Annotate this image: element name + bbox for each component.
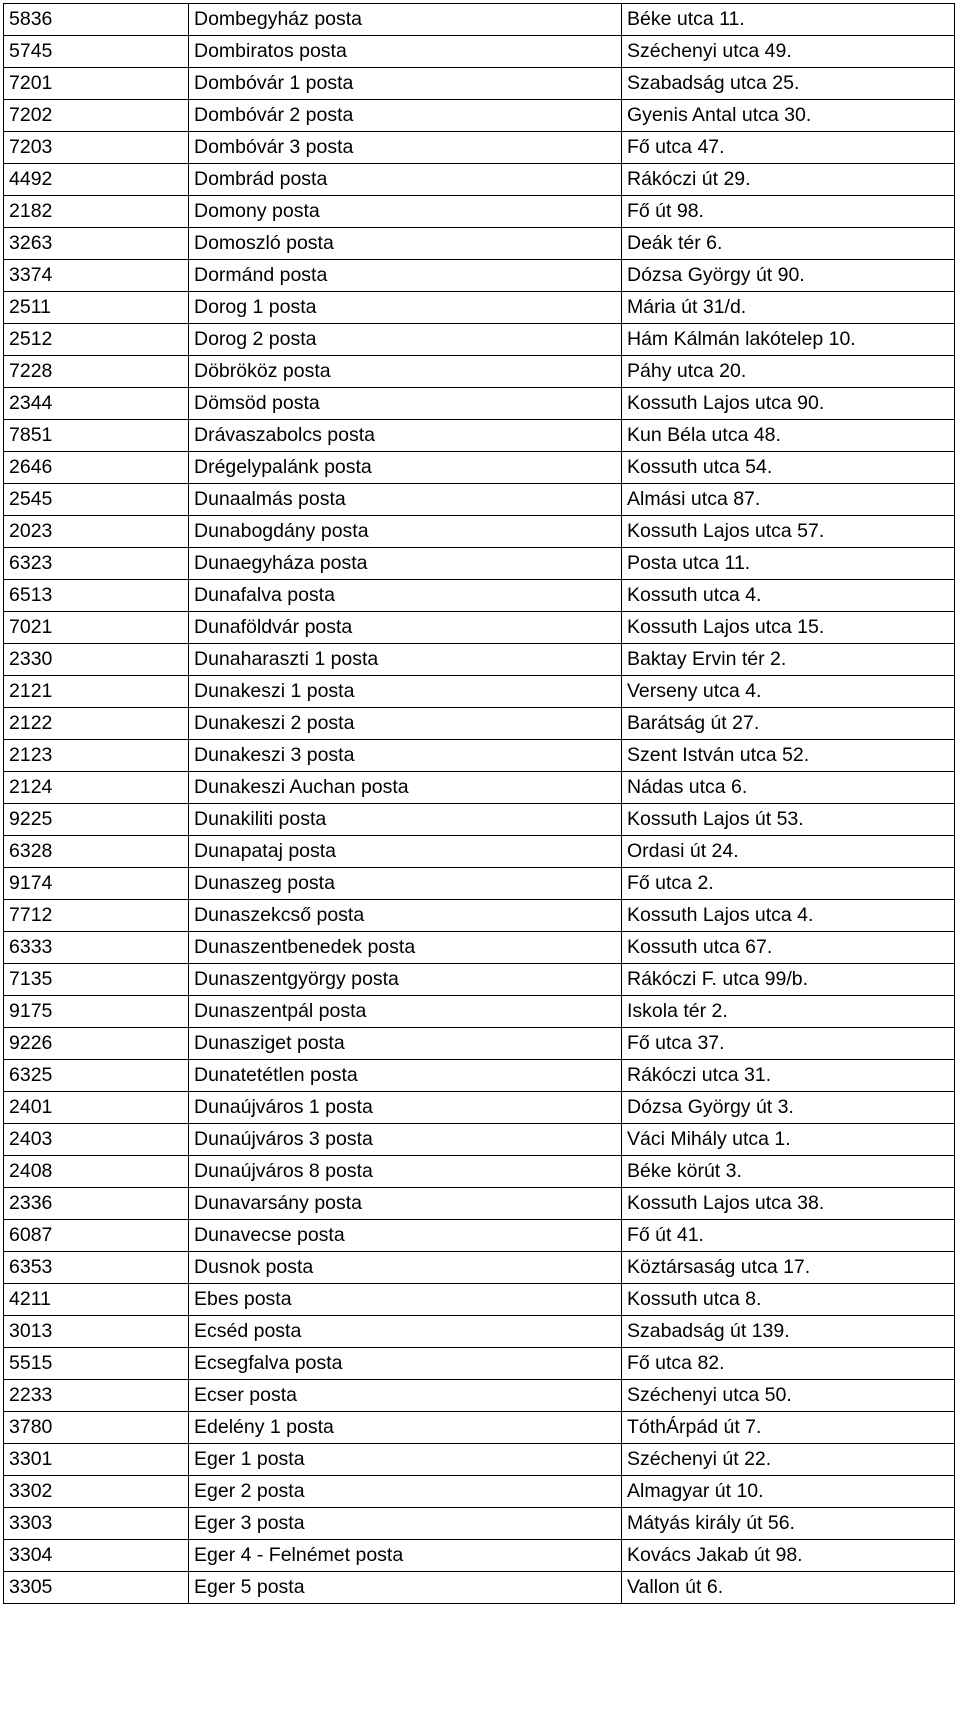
post-office-name-cell: Dombegyház posta xyxy=(189,4,622,36)
post-office-name-cell: Dunakeszi 2 posta xyxy=(189,708,622,740)
post-office-name-cell: Döbrököz posta xyxy=(189,356,622,388)
table-row xyxy=(4,868,955,900)
post-office-name-cell: Dombiratos posta xyxy=(189,36,622,68)
address-cell: Széchenyi utca 50. xyxy=(622,1380,955,1412)
table-row xyxy=(4,708,955,740)
postal-code-cell: 7228 xyxy=(4,356,189,388)
table-row xyxy=(4,1028,955,1060)
postal-code-cell: 2408 xyxy=(4,1156,189,1188)
post-office-name-cell: Dunaföldvár posta xyxy=(189,612,622,644)
postal-code-cell: 4492 xyxy=(4,164,189,196)
address-cell: Kossuth Lajos utca 15. xyxy=(622,612,955,644)
address-cell: Almási utca 87. xyxy=(622,484,955,516)
post-office-name-cell: Dombrád posta xyxy=(189,164,622,196)
address-cell: Rákóczi út 29. xyxy=(622,164,955,196)
postal-code-cell: 2511 xyxy=(4,292,189,324)
address-cell: Kossuth utca 8. xyxy=(622,1284,955,1316)
address-cell: Posta utca 11. xyxy=(622,548,955,580)
address-cell: Deák tér 6. xyxy=(622,228,955,260)
address-cell: Gyenis Antal utca 30. xyxy=(622,100,955,132)
postal-code-cell: 6087 xyxy=(4,1220,189,1252)
address-cell: Baktay Ervin tér 2. xyxy=(622,644,955,676)
table-row xyxy=(4,164,955,196)
address-cell: Vallon út 6. xyxy=(622,1572,955,1604)
address-cell: Dózsa György út 90. xyxy=(622,260,955,292)
table-row xyxy=(4,1572,955,1604)
address-cell: Rákóczi F. utca 99/b. xyxy=(622,964,955,996)
post-office-name-cell: Dormánd posta xyxy=(189,260,622,292)
address-cell: Barátság út 27. xyxy=(622,708,955,740)
postal-code-cell: 2123 xyxy=(4,740,189,772)
address-cell: Kossuth Lajos út 53. xyxy=(622,804,955,836)
table-row xyxy=(4,100,955,132)
post-office-name-cell: Dömsöd posta xyxy=(189,388,622,420)
postal-code-cell: 9174 xyxy=(4,868,189,900)
post-office-name-cell: Dunafalva posta xyxy=(189,580,622,612)
table-row xyxy=(4,516,955,548)
table-row xyxy=(4,1540,955,1572)
address-cell: Fő út 98. xyxy=(622,196,955,228)
post-office-name-cell: Eger 5 posta xyxy=(189,1572,622,1604)
address-cell: Béke körút 3. xyxy=(622,1156,955,1188)
table-row xyxy=(4,420,955,452)
post-office-name-cell: Ecséd posta xyxy=(189,1316,622,1348)
table-row xyxy=(4,932,955,964)
postal-code-cell: 2182 xyxy=(4,196,189,228)
postal-code-cell: 6353 xyxy=(4,1252,189,1284)
address-cell: Kun Béla utca 48. xyxy=(622,420,955,452)
table-row xyxy=(4,1156,955,1188)
postal-code-cell: 3302 xyxy=(4,1476,189,1508)
postal-code-cell: 3301 xyxy=(4,1444,189,1476)
post-office-name-cell: Dunaújváros 3 posta xyxy=(189,1124,622,1156)
postal-code-cell: 7201 xyxy=(4,68,189,100)
postal-code-cell: 7202 xyxy=(4,100,189,132)
table-row xyxy=(4,132,955,164)
post-office-name-cell: Dunakeszi Auchan posta xyxy=(189,772,622,804)
postal-code-cell: 7851 xyxy=(4,420,189,452)
table-row xyxy=(4,1348,955,1380)
table-row xyxy=(4,548,955,580)
postal-code-cell: 3303 xyxy=(4,1508,189,1540)
post-office-name-cell: Dunaújváros 8 posta xyxy=(189,1156,622,1188)
postal-code-cell: 3013 xyxy=(4,1316,189,1348)
postal-code-cell: 9225 xyxy=(4,804,189,836)
postal-code-cell: 3780 xyxy=(4,1412,189,1444)
table-row xyxy=(4,68,955,100)
post-office-name-cell: Drégelypalánk posta xyxy=(189,452,622,484)
postal-code-cell: 9175 xyxy=(4,996,189,1028)
table-row xyxy=(4,676,955,708)
postal-code-cell: 3305 xyxy=(4,1572,189,1604)
post-office-name-cell: Drávaszabolcs posta xyxy=(189,420,622,452)
post-office-name-cell: Ecser posta xyxy=(189,1380,622,1412)
post-office-name-cell: Dunakeszi 1 posta xyxy=(189,676,622,708)
postal-code-cell: 2330 xyxy=(4,644,189,676)
table-row xyxy=(4,836,955,868)
address-cell: Kossuth Lajos utca 57. xyxy=(622,516,955,548)
address-cell: Fő utca 82. xyxy=(622,1348,955,1380)
post-office-name-cell: Eger 2 posta xyxy=(189,1476,622,1508)
postal-code-cell: 2512 xyxy=(4,324,189,356)
postal-code-cell: 2124 xyxy=(4,772,189,804)
postal-code-cell: 6325 xyxy=(4,1060,189,1092)
table-row xyxy=(4,1444,955,1476)
postal-code-cell: 5745 xyxy=(4,36,189,68)
postal-code-cell: 2344 xyxy=(4,388,189,420)
table-row xyxy=(4,356,955,388)
address-cell: Verseny utca 4. xyxy=(622,676,955,708)
postal-code-cell: 2403 xyxy=(4,1124,189,1156)
post-office-name-cell: Eger 4 - Felnémet posta xyxy=(189,1540,622,1572)
postal-code-cell: 9226 xyxy=(4,1028,189,1060)
post-office-name-cell: Dombóvár 2 posta xyxy=(189,100,622,132)
postal-code-cell: 4211 xyxy=(4,1284,189,1316)
post-office-name-cell: Domoszló posta xyxy=(189,228,622,260)
post-office-name-cell: Dunakeszi 3 posta xyxy=(189,740,622,772)
post-office-name-cell: Eger 1 posta xyxy=(189,1444,622,1476)
address-cell: Kossuth utca 67. xyxy=(622,932,955,964)
address-cell: Mátyás király út 56. xyxy=(622,1508,955,1540)
table-row xyxy=(4,1508,955,1540)
address-cell: Váci Mihály utca 1. xyxy=(622,1124,955,1156)
address-cell: Almagyar út 10. xyxy=(622,1476,955,1508)
post-office-name-cell: Ecsegfalva posta xyxy=(189,1348,622,1380)
postal-code-cell: 6328 xyxy=(4,836,189,868)
postal-code-cell: 2023 xyxy=(4,516,189,548)
table-row xyxy=(4,1188,955,1220)
address-cell: Széchenyi utca 49. xyxy=(622,36,955,68)
post-office-name-cell: Dunaszentgyörgy posta xyxy=(189,964,622,996)
table-row xyxy=(4,612,955,644)
postal-code-cell: 2233 xyxy=(4,1380,189,1412)
postal-code-cell: 2545 xyxy=(4,484,189,516)
table-row xyxy=(4,452,955,484)
table-row xyxy=(4,1092,955,1124)
postal-code-cell: 3374 xyxy=(4,260,189,292)
table-row xyxy=(4,4,955,36)
table-row xyxy=(4,36,955,68)
address-cell: Rákóczi utca 31. xyxy=(622,1060,955,1092)
table-row xyxy=(4,1252,955,1284)
post-office-name-cell: Eger 3 posta xyxy=(189,1508,622,1540)
address-cell: Kossuth utca 54. xyxy=(622,452,955,484)
address-cell: Fő utca 47. xyxy=(622,132,955,164)
table-row xyxy=(4,964,955,996)
table-row xyxy=(4,1124,955,1156)
table-row xyxy=(4,1220,955,1252)
post-office-name-cell: Dombóvár 3 posta xyxy=(189,132,622,164)
post-office-name-cell: Dorog 1 posta xyxy=(189,292,622,324)
post-office-name-cell: Dunaharaszti 1 posta xyxy=(189,644,622,676)
table-row xyxy=(4,1476,955,1508)
table-body xyxy=(4,4,955,1604)
table-row xyxy=(4,900,955,932)
table-row xyxy=(4,644,955,676)
post-office-name-cell: Dunaegyháza posta xyxy=(189,548,622,580)
table-row xyxy=(4,1316,955,1348)
address-cell: Páhy utca 20. xyxy=(622,356,955,388)
post-office-name-cell: Dunaszekcső posta xyxy=(189,900,622,932)
post-office-name-cell: Dunabogdány posta xyxy=(189,516,622,548)
post-office-name-cell: Dunapataj posta xyxy=(189,836,622,868)
table-row xyxy=(4,324,955,356)
postal-code-cell: 7203 xyxy=(4,132,189,164)
table-row xyxy=(4,260,955,292)
post-office-name-cell: Ebes posta xyxy=(189,1284,622,1316)
address-cell: Kovács Jakab út 98. xyxy=(622,1540,955,1572)
postal-code-cell: 5515 xyxy=(4,1348,189,1380)
address-cell: Kossuth Lajos utca 90. xyxy=(622,388,955,420)
address-cell: Kossuth Lajos utca 4. xyxy=(622,900,955,932)
post-office-name-cell: Dunaújváros 1 posta xyxy=(189,1092,622,1124)
post-office-name-cell: Dunaszentpál posta xyxy=(189,996,622,1028)
postal-code-cell: 6333 xyxy=(4,932,189,964)
post-office-name-cell: Dunavarsány posta xyxy=(189,1188,622,1220)
post-office-name-cell: Edelény 1 posta xyxy=(189,1412,622,1444)
post-office-name-cell: Dunaszeg posta xyxy=(189,868,622,900)
address-cell: Fő út 41. xyxy=(622,1220,955,1252)
postal-code-cell: 2646 xyxy=(4,452,189,484)
post-office-name-cell: Dunatetétlen posta xyxy=(189,1060,622,1092)
postal-code-cell: 7021 xyxy=(4,612,189,644)
post-office-name-cell: Dusnok posta xyxy=(189,1252,622,1284)
postal-code-cell: 7712 xyxy=(4,900,189,932)
address-cell: Ordasi út 24. xyxy=(622,836,955,868)
address-cell: Fő utca 37. xyxy=(622,1028,955,1060)
postal-code-cell: 2121 xyxy=(4,676,189,708)
post-office-name-cell: Dunaalmás posta xyxy=(189,484,622,516)
table-row xyxy=(4,996,955,1028)
address-cell: Dózsa György út 3. xyxy=(622,1092,955,1124)
postal-code-cell: 2122 xyxy=(4,708,189,740)
post-office-table xyxy=(3,3,955,1604)
post-office-name-cell: Dunaszentbenedek posta xyxy=(189,932,622,964)
table-row xyxy=(4,228,955,260)
postal-code-cell: 6513 xyxy=(4,580,189,612)
table-row xyxy=(4,388,955,420)
table-row xyxy=(4,1380,955,1412)
postal-code-cell: 5836 xyxy=(4,4,189,36)
address-cell: Fő utca 2. xyxy=(622,868,955,900)
postal-code-cell: 2336 xyxy=(4,1188,189,1220)
postal-code-cell: 3263 xyxy=(4,228,189,260)
table-row xyxy=(4,1284,955,1316)
postal-code-cell: 3304 xyxy=(4,1540,189,1572)
address-cell: Köztársaság utca 17. xyxy=(622,1252,955,1284)
address-cell: Béke utca 11. xyxy=(622,4,955,36)
address-cell: Nádas utca 6. xyxy=(622,772,955,804)
post-office-name-cell: Dombóvár 1 posta xyxy=(189,68,622,100)
address-cell: Széchenyi út 22. xyxy=(622,1444,955,1476)
table-row xyxy=(4,740,955,772)
table-row xyxy=(4,804,955,836)
postal-code-cell: 6323 xyxy=(4,548,189,580)
address-cell: Mária út 31/d. xyxy=(622,292,955,324)
table-row xyxy=(4,772,955,804)
table-row xyxy=(4,196,955,228)
post-office-name-cell: Dorog 2 posta xyxy=(189,324,622,356)
table-row xyxy=(4,292,955,324)
post-office-name-cell: Domony posta xyxy=(189,196,622,228)
address-cell: Kossuth utca 4. xyxy=(622,580,955,612)
table-row xyxy=(4,580,955,612)
address-cell: Kossuth Lajos utca 38. xyxy=(622,1188,955,1220)
table-row xyxy=(4,484,955,516)
address-cell: Szent István utca 52. xyxy=(622,740,955,772)
address-cell: Hám Kálmán lakótelep 10. xyxy=(622,324,955,356)
post-office-name-cell: Dunavecse posta xyxy=(189,1220,622,1252)
postal-code-cell: 2401 xyxy=(4,1092,189,1124)
postal-code-cell: 7135 xyxy=(4,964,189,996)
address-cell: Szabadság út 139. xyxy=(622,1316,955,1348)
address-cell: TóthÁrpád út 7. xyxy=(622,1412,955,1444)
table-row xyxy=(4,1060,955,1092)
post-office-name-cell: Dunakiliti posta xyxy=(189,804,622,836)
address-cell: Szabadság utca 25. xyxy=(622,68,955,100)
table-row xyxy=(4,1412,955,1444)
post-office-name-cell: Dunasziget posta xyxy=(189,1028,622,1060)
address-cell: Iskola tér 2. xyxy=(622,996,955,1028)
